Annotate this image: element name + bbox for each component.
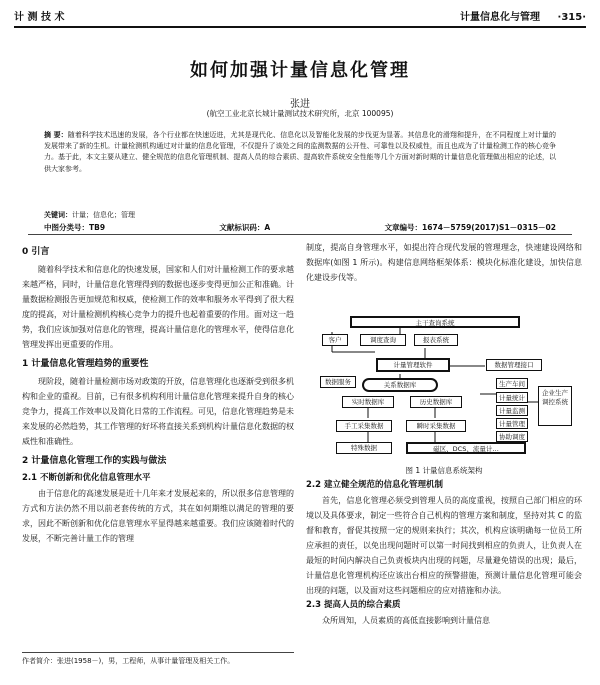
figure-caption: 图 1 计量信息系统架构	[405, 466, 483, 475]
header-right	[460, 8, 586, 23]
section-1-paragraph: 现阶段，随着计量检测市场对政策的开放，信息管理化也逐渐受到很多机构和企业的重视。目前，已有很多机构利用计量信息化管理来提升自身的核心竞争力，提高工作效率以及简化日常的工作流程。可见，信息化管理趋势是未来发展的必然趋势，其工作管理的好坏将直接关系到机构计量信息化数据的权威性和准确性。	[22, 377, 294, 446]
affiliation: (航空工业北京长城计量测试技术研究所，北京 100095)	[206, 109, 394, 118]
author: 张进	[290, 99, 310, 110]
system-architecture-figure	[320, 314, 574, 458]
right-column	[306, 240, 582, 285]
fig-side-title: 生产车间	[496, 378, 528, 389]
left-column	[22, 240, 294, 546]
section-2-2-paragraph: 首先，信息化管理必须受到管理人员的高度重视，按照自己部门相应的环境以及具体要求，制定一些符合自己机构的管理方案和制度，坚持对其 C 的监督和教育，督促其按照一定的规则来执行；其次，机构应该明确每一位员工所应承担的责任，以免出现问题时可以第一时间找到相应的负责人，让负责人在最短的时间内解决自己负责板块内出现的问题，尽量避免错误的出现；最后，计量信息化管理机构还应该出台相应的预警措施，预测计量信息化管理可能会出现的问题，以及面对这些问题相应的应对措施和办法。	[306, 496, 582, 595]
section-2-1-paragraph: 由于信息化的高速发展是近十几年来才发展起来的，所以很多信息管理的方式和方法仍然不用以前老套传统的方式，其在如何期维以满足的管理的要求，因此不断创新和优化信息管理水平显得越来越重要。我们应该随着时代的发展，不断完善计量工作的管理	[22, 489, 294, 543]
fig-report-system: 报表系统	[414, 334, 458, 346]
section-2-title: 2 计量信息化管理工作的实践与做法	[22, 456, 167, 466]
header-rule	[14, 26, 586, 28]
page-number: ·315·	[557, 11, 586, 23]
fig-auto-collection: 瞬时采集数据	[406, 420, 466, 432]
fig-special-data: 特殊数据	[336, 442, 392, 454]
keywords	[44, 210, 135, 220]
fig-manual-collection: 手工采集数据	[336, 420, 392, 432]
article-id: 文章编号：1674－5759(2017)S1－0315－02	[384, 223, 556, 232]
fig-data-service: 数据服务	[320, 376, 356, 388]
section-1-title: 1 计量信息化管理趋势的重要性	[22, 359, 149, 369]
section-2-3-paragraph: 众所周知，人员素质的高低直接影响到计量信息	[322, 616, 490, 625]
fig-top-query-system: 主干查询系统	[350, 316, 520, 328]
section-0-paragraph: 随着科学技术和信息化的快速发展，国家和人们对计量检测工作的要求越来越严格，同时，计量信息化管理得到的数据也逐步变得更加公正和准确。计量数据检测报告更加规范和权威，使检测工作的效率和服务水平得到了很大程度的提高，对计量检测机构核心竞争力的提升也起着重要的作用。面对这一趋势，我们应该加强对信息化的管理，提高计量信息化的管理水平，使得信息化管理发挥出更重要的作用。	[22, 265, 294, 349]
section-2-1-title: 2.1 不断创新和优化信息管理水平	[22, 473, 151, 483]
abstract-label: 摘 要：	[44, 131, 68, 139]
fig-realtime-db: 实时数据库	[342, 396, 394, 408]
keywords-label: 关键词：	[44, 211, 72, 219]
doc-code: 文献标识码：A	[219, 223, 271, 232]
fig-history-db: 历史数据库	[410, 396, 462, 408]
column-name: 计量信息化与管理	[460, 11, 541, 23]
clc-number: 中图分类号：TB9	[44, 223, 106, 232]
fig-data-port: 数据管理接口	[486, 359, 542, 371]
fig-client: 客户	[322, 334, 348, 346]
keywords-text: 计量；信息化；管理	[72, 211, 135, 219]
author-footnote: 作者简介：张进(1958－)，男，工程师，从事计量管理及相关工作。	[22, 652, 294, 667]
fig-side-dispatch: 协助调度	[496, 431, 528, 442]
section-0-title: 0 引言	[22, 247, 50, 257]
fig-side-monitoring: 计量监测	[496, 405, 528, 416]
running-header	[14, 6, 586, 24]
article-title: 如何加强计量信息化管理	[190, 60, 410, 81]
fig-bottom-sources: 磁区、DCS、流量计…	[406, 442, 526, 454]
section-2-2-title: 2.2 建立健全规范的信息化管理机制	[306, 480, 444, 490]
fig-side-statistics: 计量统计	[496, 392, 528, 403]
fig-metering-software: 计量管理软件	[376, 358, 450, 372]
abstract	[44, 130, 556, 175]
abstract-text: 随着科学技术迅速的发展，各个行业都在快速迈进，尤其是现代化、信息化以及智能化发展的步伐更为显著。其信息化的滑翔和提升，在不同程度上对计量的发展带来了新的生机。计量检测机构通过对计量的信息化管理，不仅提升了该处之间的监测数据的公开性、可靠性以及权威性，而且也成为了计量检测工作的核心竞争力。基于此，本文主要从建立、健全规范的信息化管理机制、提高人员的综合素质、提高软件系统安全性能等几个方面对新时期的计量信息化管理做出相应的论述，以供大家参考。	[44, 131, 557, 173]
continued-paragraph: 制度，提高自身管理水平，如提出符合现代发展的管理理念，快速建设网络和数据库(如图 1 所示)。构建信息网络框架体系：模块化标准化建设，加快信息化建设步伐等。	[306, 243, 582, 282]
article-meta	[44, 222, 556, 233]
fig-side-management: 计量管理	[496, 418, 528, 429]
right-column-lower	[306, 478, 582, 628]
section-2-3-title: 2.3 提高人员的综合素质	[306, 600, 401, 610]
fig-dispatch-query: 调度查询	[360, 334, 406, 346]
journal-name: 计 测 技 术	[14, 11, 65, 23]
meta-rule	[28, 234, 572, 235]
fig-enterprise-control: 企业生产调控系统	[538, 386, 572, 426]
fig-relational-db: 关系数据库	[362, 378, 438, 392]
